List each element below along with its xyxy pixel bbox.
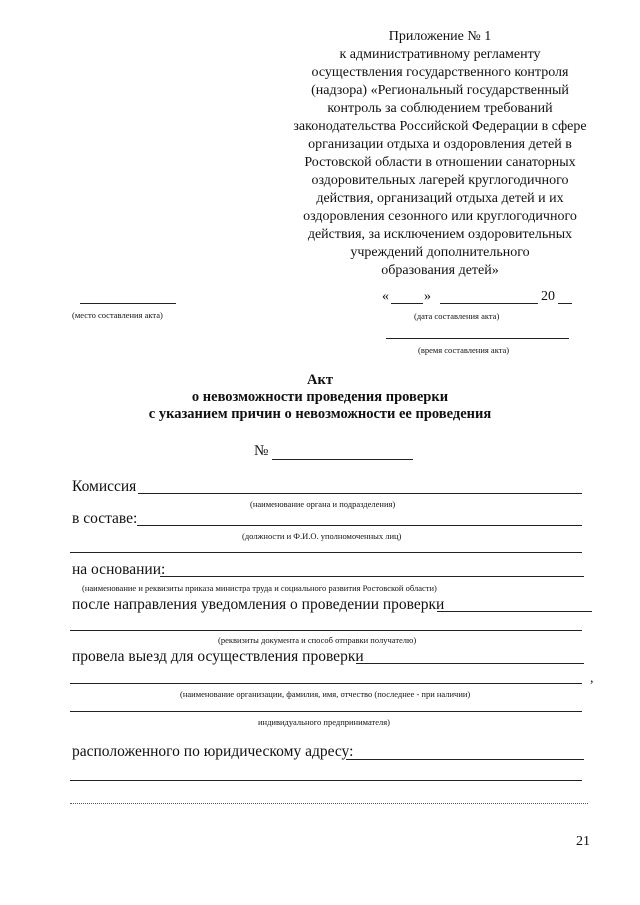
appendix-line: действия, организаций отдыха детей и их: [316, 191, 564, 206]
notice-label: после направления уведомления о проведении проверки: [72, 596, 445, 613]
address-line[interactable]: [346, 759, 584, 760]
notice-line-2[interactable]: [70, 630, 582, 631]
appendix-line: осуществления государственного контроля: [311, 65, 569, 80]
visit-line-3[interactable]: [70, 711, 582, 712]
date-close-quote: »: [424, 289, 431, 304]
date-caption: (дата составления акта): [414, 311, 500, 321]
act-subtitle-1: о невозможности проведения проверки: [191, 389, 449, 405]
address-line-2[interactable]: [70, 780, 582, 781]
visit-caption-1: (наименование организации, фамилия, имя, отчество (последнее - при наличии): [180, 689, 471, 699]
composition-label: в составе:: [72, 510, 138, 527]
appendix-line: к административному регламенту: [339, 47, 541, 62]
appendix-line: образования детей»: [381, 263, 499, 278]
commission-caption: (наименование органа и подразделения): [250, 499, 396, 509]
date-open-quote: «: [382, 289, 389, 304]
act-number-label: №: [254, 443, 269, 459]
visit-comma: ,: [590, 671, 594, 686]
time-caption: (время составления акта): [418, 345, 510, 355]
composition-caption: (должности и Ф.И.О. уполномоченных лиц): [242, 531, 402, 541]
composition-line-2[interactable]: [70, 552, 582, 553]
date-day-line[interactable]: [391, 303, 423, 304]
composition-line[interactable]: [137, 525, 582, 526]
appendix-line: контроль за соблюдением требований: [327, 101, 553, 116]
appendix-line: Приложение № 1: [388, 29, 492, 44]
appendix-line: Ростовской области в отношении санаторных: [304, 155, 576, 170]
basis-line[interactable]: [160, 576, 584, 577]
visit-label: провела выезд для осуществления проверки: [72, 648, 364, 665]
commission-label: Комиссия: [72, 478, 137, 495]
address-label: расположенного по юридическому адресу:: [72, 743, 354, 760]
page-number: 21: [576, 834, 590, 849]
place-line[interactable]: [80, 303, 176, 304]
act-number-line[interactable]: [272, 459, 413, 460]
appendix-line: законодательства Российской Федерации в сфере: [293, 119, 587, 134]
notice-line[interactable]: [437, 611, 592, 612]
date-month-line[interactable]: [440, 303, 538, 304]
basis-label: на основании:: [72, 561, 166, 578]
notice-caption: (реквизиты документа и способ отправки получателю): [218, 635, 417, 645]
address-line-3[interactable]: [70, 803, 588, 804]
place-caption: (место составления акта): [72, 310, 163, 320]
appendix-line: организации отдыха и оздоровления детей в: [308, 137, 572, 152]
act-subtitle-2: с указанием причин о невозможности ее проведения: [148, 406, 492, 422]
appendix-line: учреждений дополнительного: [350, 245, 530, 260]
time-line[interactable]: [386, 338, 569, 339]
appendix-line: (надзора) «Региональный государственный: [311, 83, 569, 98]
visit-line[interactable]: [356, 663, 584, 664]
visit-caption-2: индивидуального предпринимателя): [258, 717, 390, 727]
appendix-line: действия, за исключением оздоровительных: [307, 227, 573, 242]
appendix-note: [272, 28, 608, 280]
basis-caption: (наименование и реквизиты приказа министра труда и социального развития Ростовской области): [82, 583, 437, 593]
appendix-line: оздоровления сезонного или круглогодичного: [303, 209, 577, 224]
act-title: Акт: [307, 372, 333, 388]
date-year-line[interactable]: [558, 303, 572, 304]
visit-line-2[interactable]: [70, 683, 582, 684]
appendix-line: оздоровительных лагерей круглогодичного: [311, 173, 569, 188]
date-year-prefix: 20: [541, 289, 555, 304]
commission-line[interactable]: [138, 493, 582, 494]
